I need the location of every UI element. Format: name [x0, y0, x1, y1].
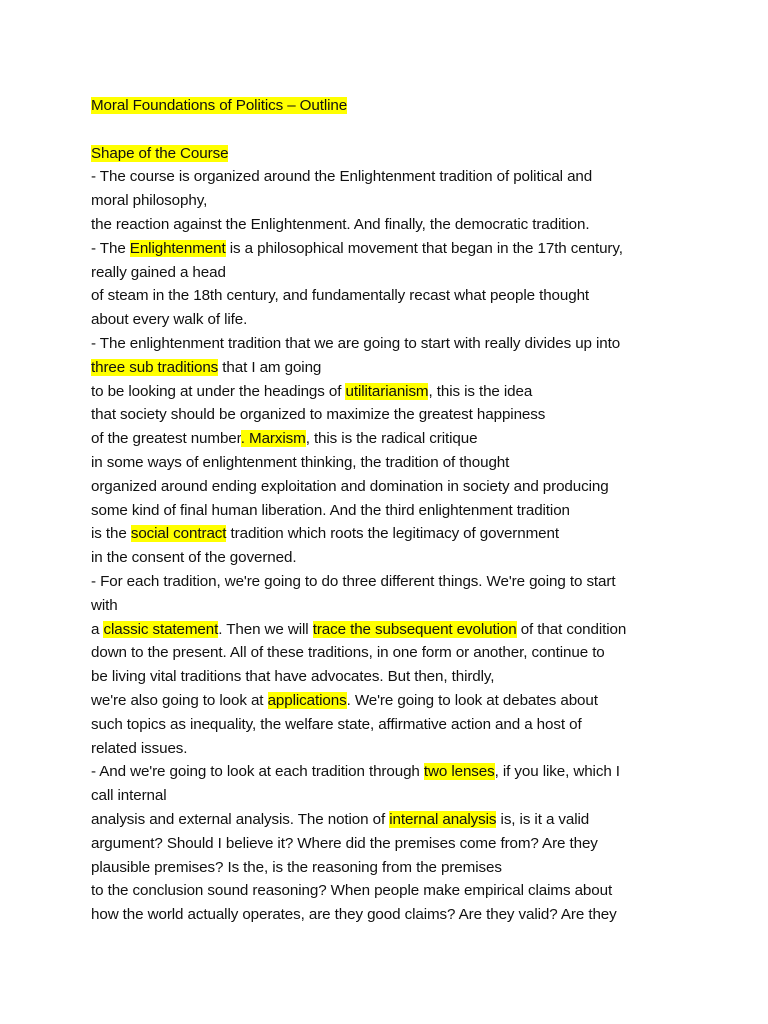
text-line [91, 713, 691, 737]
text-segment: that society should be organized to maximize the greatest happiness [91, 406, 546, 424]
text-segment: down to the present. All of these traditions, in one form or another, continue to [91, 644, 605, 662]
text-segment: moral philosophy, [91, 192, 208, 210]
text-segment: plausible premises? Is the, is the reasoning from the premises [91, 858, 502, 876]
text-line [91, 213, 691, 237]
text-line [91, 261, 691, 285]
text-segment: the reaction against the Enlightenment. And finally, the democratic tradition. [91, 215, 590, 233]
text-line [91, 665, 691, 689]
text-segment: is, is it a valid [496, 810, 590, 828]
text-line [91, 594, 691, 618]
paragraph-lines [91, 165, 691, 927]
highlighted-term: internal analysis [389, 810, 497, 828]
text-segment: to be looking at under the headings of [91, 382, 346, 400]
text-line [91, 856, 691, 880]
blank-line [91, 118, 691, 142]
highlighted-term: classic statement [103, 620, 219, 638]
text-line [91, 522, 691, 546]
text-line [91, 380, 691, 404]
text-line [91, 499, 691, 523]
text-segment: of steam in the 18th century, and fundamentally recast what people thought [91, 287, 590, 305]
text-segment: a [91, 620, 104, 638]
text-line [91, 832, 691, 856]
text-line [91, 427, 691, 451]
text-segment: really gained a head [91, 263, 226, 281]
text-segment: some kind of final human liberation. And the third enlightenment tradition [91, 501, 570, 519]
text-line [91, 808, 691, 832]
text-segment: - The course is organized around the Enlightenment tradition of political and [91, 168, 593, 186]
text-line [91, 237, 691, 261]
highlighted-term: Enlightenment [129, 239, 226, 257]
text-line [91, 618, 691, 642]
document-body [91, 94, 691, 927]
text-segment: is a philosophical movement that began in the 17th century, [225, 239, 623, 257]
text-line [91, 903, 691, 927]
text-segment: about every walk of life. [91, 311, 248, 329]
text-line [91, 451, 691, 475]
text-line [91, 403, 691, 427]
text-line [91, 879, 691, 903]
highlighted-term: utilitarianism [345, 382, 429, 400]
document-title: Moral Foundations of Politics – Outline [91, 97, 348, 114]
text-line [91, 641, 691, 665]
text-segment: tradition which roots the legitimacy of government [226, 525, 559, 543]
text-line [91, 356, 691, 380]
title-line [91, 94, 691, 118]
text-segment: organized around ending exploitation and domination in society and producing [91, 477, 609, 495]
text-segment: of that condition [516, 620, 627, 638]
text-line [91, 760, 691, 784]
text-line [91, 332, 691, 356]
text-segment: with [91, 596, 118, 614]
text-segment: that I am going [218, 358, 322, 376]
text-line [91, 546, 691, 570]
highlighted-term: applications [267, 691, 347, 709]
text-segment: - For each tradition, we're going to do three different things. We're going to start [91, 572, 616, 590]
text-segment: , if you like, which I [494, 763, 620, 781]
text-segment: be living vital traditions that have advocates. But then, thirdly, [91, 668, 495, 686]
highlighted-term: social contract [130, 525, 227, 543]
text-line [91, 689, 691, 713]
text-segment: analysis and external analysis. The notion of [91, 810, 390, 828]
text-segment: to the conclusion sound reasoning? When people make empirical claims about [91, 882, 613, 900]
text-segment: , this is the radical critique [305, 430, 478, 448]
highlighted-term: . Marxism [240, 430, 306, 448]
text-line [91, 308, 691, 332]
text-segment: - The [91, 239, 130, 257]
text-segment: of the greatest number [91, 430, 241, 448]
text-line [91, 189, 691, 213]
text-segment: is the [91, 525, 131, 543]
text-segment: such topics as inequality, the welfare state, affirmative action and a host of [91, 715, 582, 733]
highlighted-term: two lenses [423, 763, 495, 781]
text-segment: argument? Should I believe it? Where did the premises come from? Are they [91, 834, 598, 852]
text-line [91, 165, 691, 189]
highlighted-term: three sub traditions [91, 358, 219, 376]
text-segment: call internal [91, 787, 167, 805]
text-line [91, 284, 691, 308]
text-segment: in some ways of enlightenment thinking, the tradition of thought [91, 453, 510, 471]
section-heading: Shape of the Course [91, 144, 229, 162]
text-segment: - And we're going to look at each tradition through [91, 763, 424, 781]
text-line [91, 737, 691, 761]
text-segment: in the consent of the governed. [91, 549, 297, 567]
text-segment: how the world actually operates, are they good claims? Are they valid? Are they [91, 906, 617, 924]
text-line [91, 570, 691, 594]
text-line [91, 784, 691, 808]
section-heading-line [91, 142, 691, 166]
text-segment: - The enlightenment tradition that we are going to start with really divides up into [91, 334, 621, 352]
text-line [91, 475, 691, 499]
text-segment: related issues. [91, 739, 188, 757]
highlighted-term: trace the subsequent evolution [312, 620, 517, 638]
text-segment: . We're going to look at debates about [346, 691, 598, 709]
text-segment: we're also going to look at [91, 691, 268, 709]
text-segment: . Then we will [218, 620, 313, 638]
text-segment: , this is the idea [428, 382, 533, 400]
